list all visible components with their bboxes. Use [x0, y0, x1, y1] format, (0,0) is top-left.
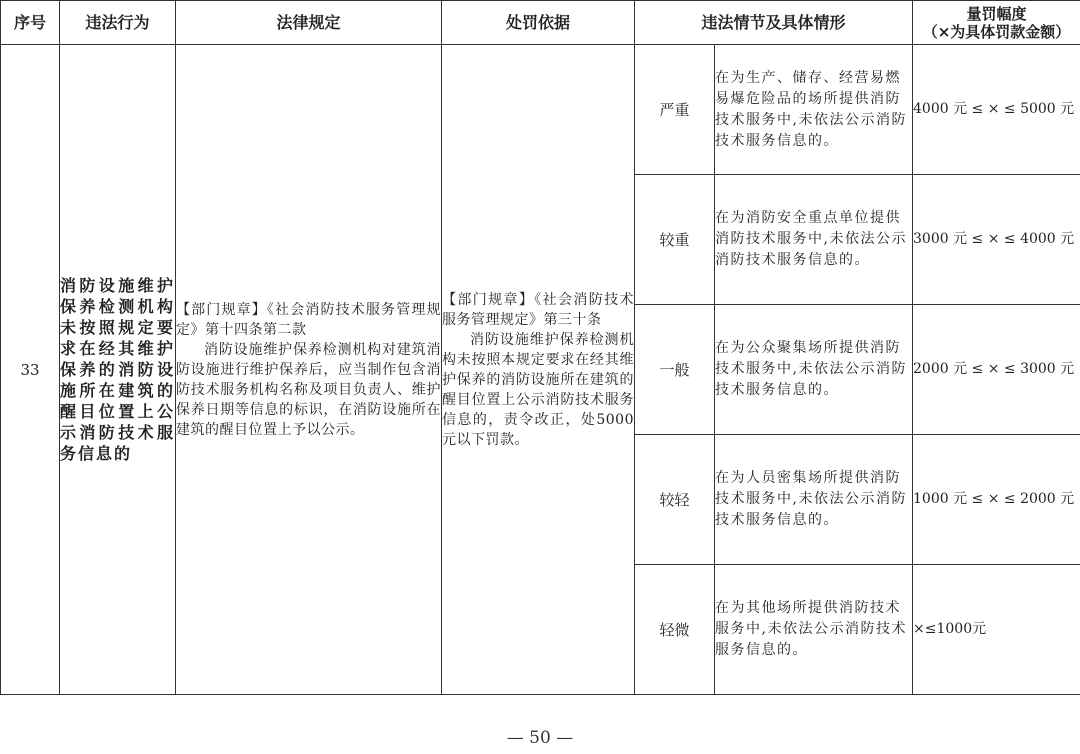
header-row [1, 1, 1080, 45]
basis-body: 消防设施维护保养检测机构未按照本规定要求在经其维护保养的消防设施所在建筑的醒目位置上公示消防技术服务信息的，责令改正，处5000元以下罚款。 [442, 331, 634, 448]
row-behavior: 消防设施维护保养检测机构未按照规定要求在经其维护保养的消防设施所在建筑的醒目位置上公示消防技术服务信息的 [60, 45, 176, 695]
basis-title: 【部门规章】《社会消防技术服务管理规定》第三十条 [442, 291, 634, 328]
detail-light: 在为人员密集场所提供消防技术服务中,未依法公示消防技术服务信息的。 [715, 435, 913, 565]
level-light: 较轻 [635, 435, 715, 565]
law-body: 消防设施维护保养检测机构对建筑消防设施进行维护保养后，应当制作包含消防技术服务机构名称及项目负责人、维护保养日期等信息的标识，在消防设施所在建筑的醒目位置上予以公示。 [176, 341, 441, 438]
header-law: 法律规定 [176, 1, 442, 45]
amount-minor: ×≤1000元 [913, 565, 1080, 695]
row-law [176, 45, 442, 695]
amount-severe: 4000 元 ≤ × ≤ 5000 元 [913, 45, 1080, 175]
header-circumstances: 违法情节及具体情形 [635, 1, 913, 45]
row-seq: 33 [1, 45, 60, 695]
level-general: 一般 [635, 305, 715, 435]
table-row [1, 45, 1080, 175]
amount-light: 1000 元 ≤ × ≤ 2000 元 [913, 435, 1080, 565]
header-amount [913, 1, 1080, 45]
detail-serious: 在为消防安全重点单位提供消防技术服务中,未依法公示消防技术服务信息的。 [715, 175, 913, 305]
detail-severe: 在为生产、储存、经营易燃易爆危险品的场所提供消防技术服务中,未依法公示消防技术服务信息的。 [715, 45, 913, 175]
header-seq: 序号 [1, 1, 60, 45]
header-amount-line1: 量罚幅度 [966, 4, 1027, 23]
amount-serious: 3000 元 ≤ × ≤ 4000 元 [913, 175, 1080, 305]
page-number: — 50 — [506, 728, 574, 748]
header-amount-line2: （×为具体罚款金额） [922, 22, 1071, 41]
amount-general: 2000 元 ≤ × ≤ 3000 元 [913, 305, 1080, 435]
level-serious: 较重 [635, 175, 715, 305]
header-behavior: 违法行为 [60, 1, 176, 45]
level-minor: 轻微 [635, 565, 715, 695]
level-severe: 严重 [635, 45, 715, 175]
detail-minor: 在为其他场所提供消防技术服务中,未依法公示消防技术服务信息的。 [715, 565, 913, 695]
detail-general: 在为公众聚集场所提供消防技术服务中,未依法公示消防技术服务信息的。 [715, 305, 913, 435]
header-basis: 处罚依据 [442, 1, 635, 45]
row-basis [442, 45, 635, 695]
law-title: 【部门规章】《社会消防技术服务管理规定》第十四条第二款 [176, 301, 441, 338]
